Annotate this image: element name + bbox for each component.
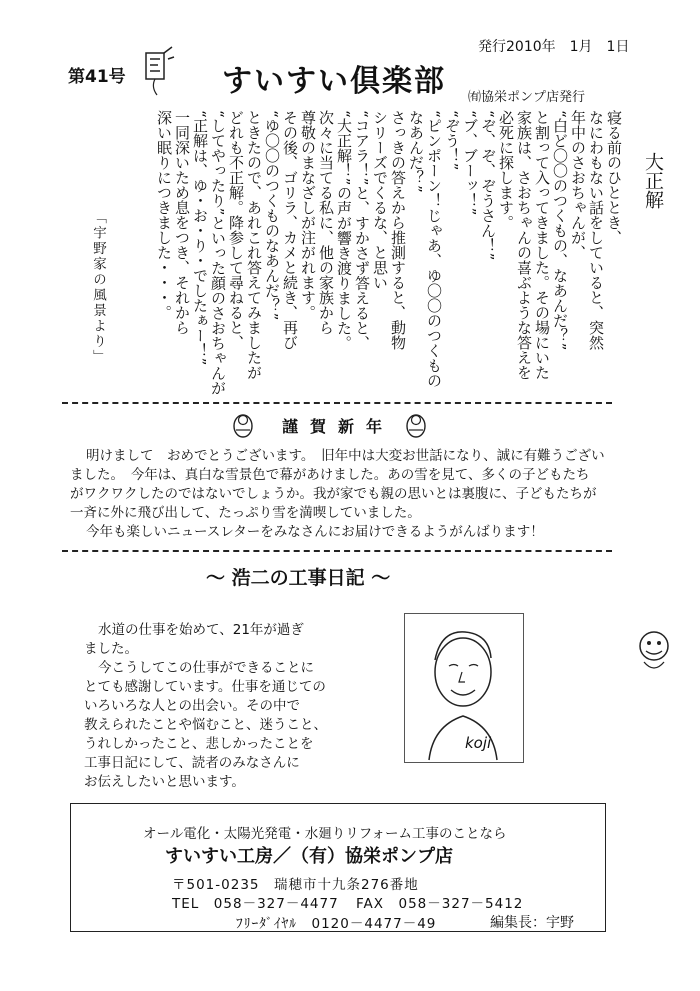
essay-line: なにわもない話をしていると、突然	[587, 110, 605, 350]
portrait-sketch	[404, 613, 524, 763]
face-sketch-icon	[405, 614, 523, 762]
essay-line: “大正解！”の声が響き渡りました。	[335, 110, 353, 351]
kite-ornament-icon	[140, 45, 176, 97]
essay-line: 尊敬のまなざしが注がれます。	[299, 110, 317, 320]
paragraph-line: 今年も楽しいニュースレターをみなさんにお届けできるようがんばります！	[86, 524, 544, 540]
paragraph-line: ました。	[84, 641, 138, 657]
paragraph-line: 今こうしてこの仕事ができることに	[98, 660, 314, 676]
essay-line: 一同深いため息をつき、それから	[173, 110, 191, 335]
free-dial: ﾌﾘｰﾀﾞｲﾔﾙ 0120－4477－49	[236, 916, 437, 932]
newsletter-title: すいすい倶楽部	[222, 64, 446, 99]
essay-line: “ブ、ブーッ！”	[461, 110, 479, 216]
shop-fax: FAX 058－327－5412	[356, 896, 524, 912]
shop-address: 〒501-0235 瑞穂市十九条276番地	[172, 877, 419, 893]
paragraph-line: お伝えしたいと思います。	[84, 774, 245, 790]
essay-line: シリーズでくるな、と思い	[371, 110, 389, 290]
essay-line: 年中のさおちゃんが、	[569, 110, 587, 260]
essay-line: “ぞう！”	[443, 110, 461, 171]
essay-line: その後、ゴリラ、カメと続き、再び	[281, 110, 299, 350]
essay-line: “ゆ〇〇のつくものなあんだ？”	[263, 110, 281, 321]
essay-line: 家族は、さおちゃんの喜ぶような答えを	[515, 110, 533, 380]
lion-dance-icon	[630, 626, 678, 676]
daruma-icon	[405, 408, 427, 438]
issue-date: 発行2010年 1月 1日	[478, 39, 630, 55]
issue-number: 第41号	[68, 67, 126, 87]
paragraph-line: ました。 今年は、真白な雪景色で幕があけました。あの雪を見て、多くの子どもたち	[70, 467, 590, 483]
essay-line: さっきの答えから推測すると、動物	[389, 110, 407, 350]
essay-line: 深い眠りにつきました・・・。	[155, 110, 173, 320]
new-year-heading: 謹賀新年	[282, 417, 395, 436]
paragraph-line: 教えられたことや悩むこと、迷うこと、	[84, 717, 327, 733]
paragraph-line: 工事日記にして、読者のみなさんに	[84, 755, 300, 771]
essay-line: “正解は、ゆ・お・り・でしたぁー！”	[191, 110, 209, 366]
essay-line: と割って入ってきました。その場にいた	[533, 110, 551, 380]
shop-tel: TEL 058－327－4477	[172, 896, 339, 912]
essay-title: 大正解	[642, 152, 664, 209]
essay-line: “白ど〇〇のつくもの、なあんだ？”	[551, 110, 569, 351]
paragraph-line: がワクワクしたのではないでしょうか。我が家でも親の思いとは裏腹に、子どもたちが	[70, 486, 597, 502]
essay-line: 寝る前のひととき、	[605, 110, 623, 245]
essay-line: 次々に当てる私に、他の家族から	[317, 110, 335, 335]
portrait-signature: koji	[465, 734, 492, 752]
essay-line: どれも不正解。降参して尋ねると、	[227, 110, 245, 350]
paragraph-line: とても感謝しています。仕事を通じての	[84, 679, 326, 695]
essay-line: “ピンポーン！じゃあ、ゆ〇〇のつくもの	[425, 110, 443, 388]
essay-line: なあんだ？”	[407, 110, 425, 193]
paragraph-line: うれしかったこと、悲しかったことを	[84, 736, 314, 752]
paragraph-line: 水道の仕事を始めて、21年が過ぎ	[98, 622, 304, 638]
shop-name: すいすい工房／（有）協栄ポンプ店	[165, 846, 453, 867]
service-tagline: オール電化・太陽光発電・水廻りリフォーム工事のことなら	[143, 826, 507, 842]
essay-line: “ぞ、ぞ、ぞうさん！”	[479, 110, 497, 261]
divider	[62, 402, 612, 404]
essay-line: 必死に探します。	[497, 110, 515, 230]
publisher: ㈲協栄ポンプ店発行	[468, 90, 586, 105]
essay-line: “コアラ！”と、すかさず答えると、	[353, 110, 371, 351]
daruma-icon	[232, 408, 254, 438]
paragraph-line: いろいろな人との出会い。その中で	[84, 698, 300, 714]
divider	[62, 550, 612, 552]
essay-line: “してやったり”といった顔のさおちゃんが	[209, 110, 227, 396]
paragraph-line: 一斉に外に飛び出して、たっぷり雪を満喫していました。	[70, 505, 421, 521]
essay-line: ときたので、あれこれ答えてみましたが	[245, 110, 263, 380]
paragraph-line: 明けまして おめでとうございます。 旧年中は大変お世話になり、誠に有難うござい	[86, 448, 605, 464]
editor-credit: 編集長：宇野	[490, 915, 574, 931]
diary-heading: ～ 浩二の工事日記 ～	[206, 567, 391, 589]
essay-caption: 「宇野家の風景より」	[90, 210, 106, 365]
